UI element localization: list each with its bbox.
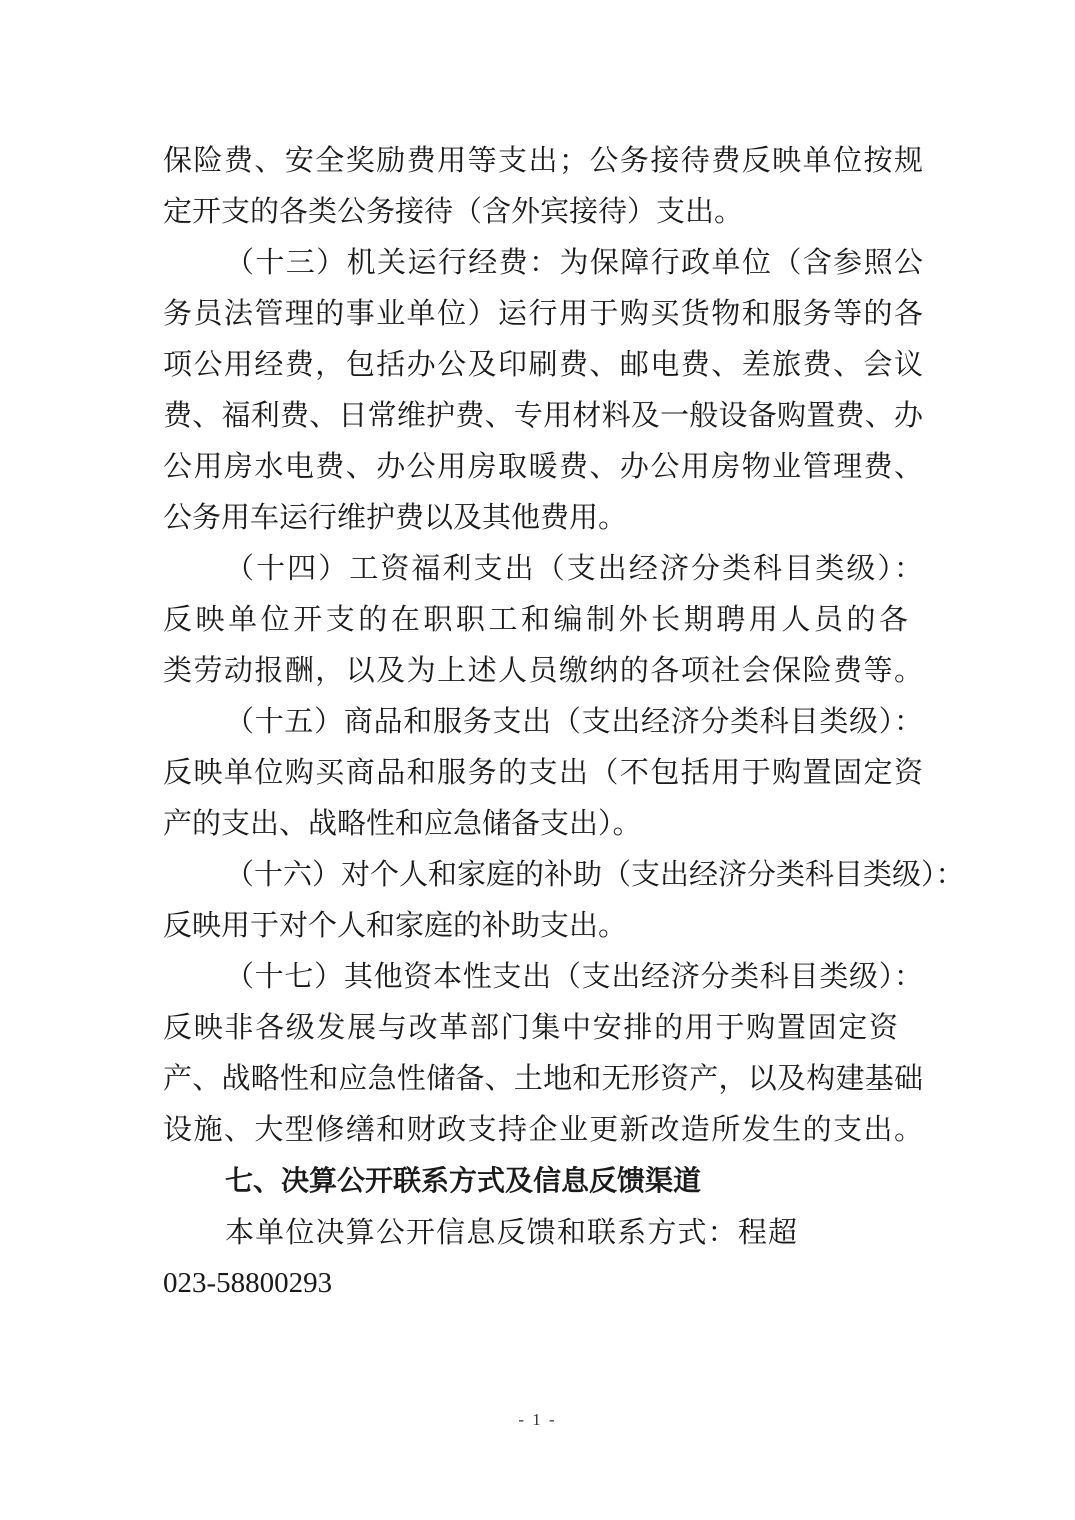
page-number: - 1 - (518, 1410, 557, 1429)
section-16-heading-line: （十六）对个人和家庭的补助（支出经济分类科目类级）： (225, 857, 965, 891)
paragraph-line: 保险费、安全奖励费用等支出；公务接待费反映单位按规 (163, 143, 923, 177)
section-14-heading-line: （十四）工资福利支出（支出经济分类科目类级）： (225, 551, 923, 585)
paragraph-line: 费、福利费、日常维护费、专用材料及一般设备购置费、办 (163, 398, 923, 432)
paragraph-line: 反映非各级发展与改革部门集中安排的用于购置固定资 (163, 1010, 898, 1044)
section-15-heading-line: （十五）商品和服务支出（支出经济分类科目类级）： (225, 704, 923, 738)
paragraph-line: 公务用车运行维护费以及其他费用。 (163, 500, 628, 534)
paragraph-line: 类劳动报酬，以及为上述人员缴纳的各项社会保险费等。 (163, 653, 923, 687)
paragraph-line: 产的支出、战略性和应急储备支出）。 (163, 806, 642, 840)
paragraph-line: 务员法管理的事业单位）运行用于购买货物和服务等的各 (163, 296, 923, 330)
paragraph-line: 公用房水电费、办公用房取暖费、办公用房物业管理费、 (163, 449, 923, 483)
paragraph-line: 反映用于对个人和家庭的补助支出。 (163, 908, 628, 942)
paragraph-line: 定开支的各类公务接待（含外宾接待）支出。 (163, 194, 744, 228)
paragraph-line: 产、战略性和应急性储备、土地和无形资产，以及构建基础 (163, 1061, 923, 1095)
contact-phone: 023-58800293 (163, 1267, 333, 1299)
paragraph-line: 设施、大型修缮和财政支持企业更新改造所发生的支出。 (163, 1112, 923, 1146)
paragraph-line: 反映单位购买商品和服务的支出（不包括用于购置固定资 (163, 755, 923, 789)
section-7-heading: 七、决算公开联系方式及信息反馈渠道 (225, 1164, 702, 1197)
paragraph-line: 反映单位开支的在职职工和编制外长期聘用人员的各 (163, 602, 908, 636)
contact-info-line: 本单位决算公开信息反馈和联系方式：程超 (225, 1215, 797, 1249)
section-13-heading-line: （十三）机关运行经费：为保障行政单位（含参照公 (225, 245, 923, 279)
paragraph-line: 项公用经费，包括办公及印刷费、邮电费、差旅费、会议 (163, 347, 923, 381)
section-17-heading-line: （十七）其他资本性支出（支出经济分类科目类级）： (225, 959, 923, 993)
